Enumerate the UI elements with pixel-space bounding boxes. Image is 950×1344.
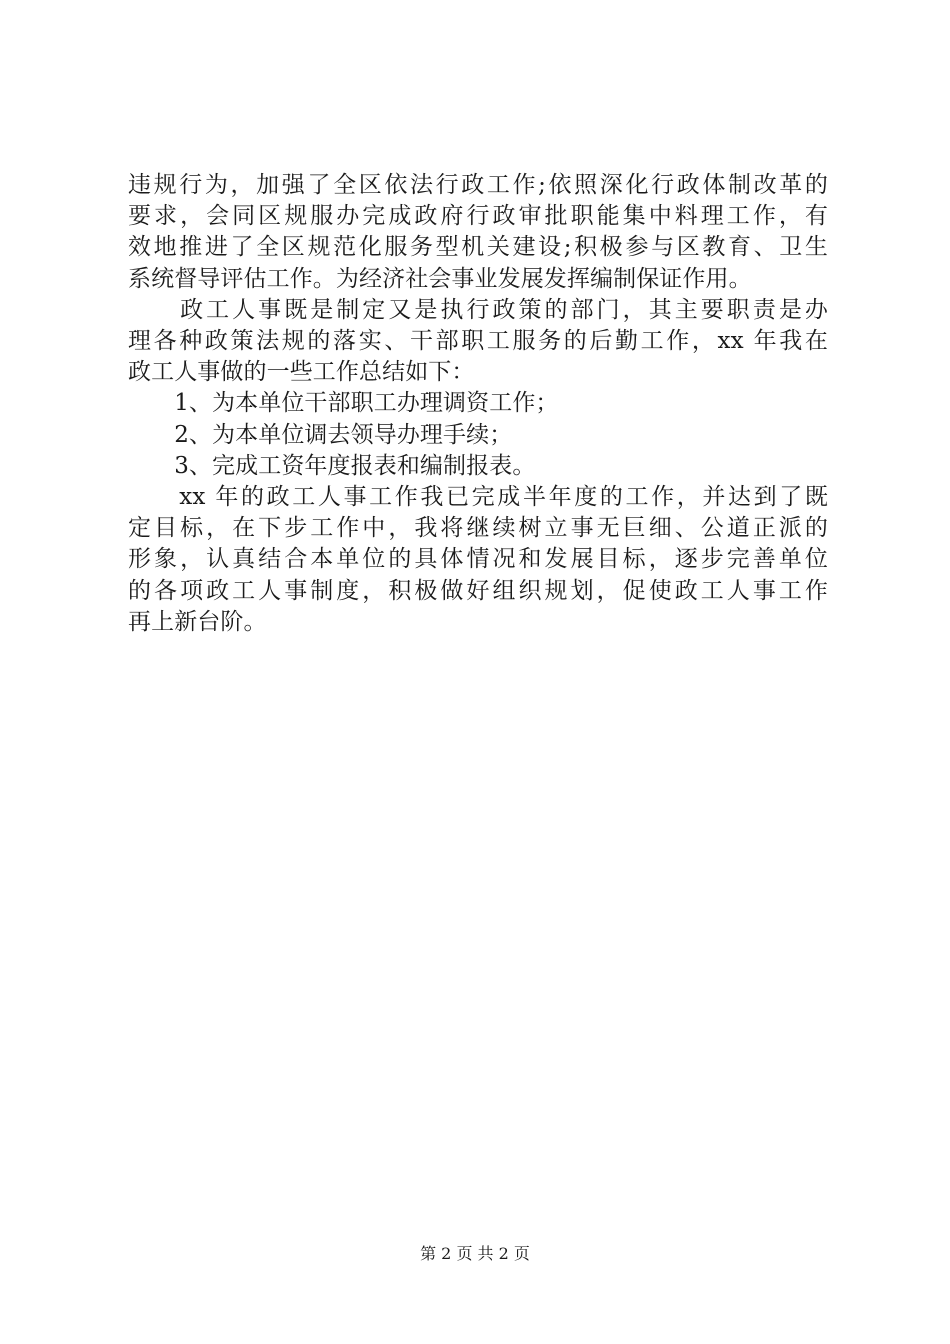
text-line: 政工人事做的一些工作总结如下： bbox=[128, 359, 475, 386]
page-footer: 第 2 页 共 2 页 bbox=[420, 1244, 530, 1263]
list-item: 3、完成工资年度报表和编制报表。 bbox=[128, 452, 536, 479]
list-item: 1、为本单位干部职工办理调资工作； bbox=[128, 390, 559, 417]
text-line: 定目标，在下步工作中，我将继续树立事无巨细、公道正派的 bbox=[128, 515, 828, 542]
text-line: 再上新台阶。 bbox=[128, 608, 267, 635]
text-line: xx 年的政工人事工作我已完成半年度的工作，并达到了既 bbox=[128, 484, 828, 511]
text-line: 的各项政工人事制度，积极做好组织规划，促使政工人事工作 bbox=[128, 577, 828, 604]
text-line: 要求，会同区规服办完成政府行政审批职能集中料理工作，有 bbox=[128, 203, 828, 230]
list-item: 2、为本单位调去领导办理手续； bbox=[128, 421, 513, 448]
body-text bbox=[128, 170, 828, 638]
text-line: 违规行为，加强了全区依法行政工作;依照深化行政体制改革的 bbox=[128, 172, 828, 198]
text-line: 效地推进了全区规范化服务型机关建设;积极参与区教育、卫生 bbox=[128, 234, 828, 261]
text-line: 政工人事既是制定又是执行政策的部门，其主要职责是办 bbox=[128, 296, 828, 323]
text-line: 形象，认真结合本单位的具体情况和发展目标，逐步完善单位 bbox=[128, 546, 828, 573]
text-line: 系统督导评估工作。为经济社会事业发展发挥编制保证作用。 bbox=[128, 265, 752, 292]
text-line: 理各种政策法规的落实、干部职工服务的后勤工作，xx 年我在 bbox=[128, 328, 828, 355]
